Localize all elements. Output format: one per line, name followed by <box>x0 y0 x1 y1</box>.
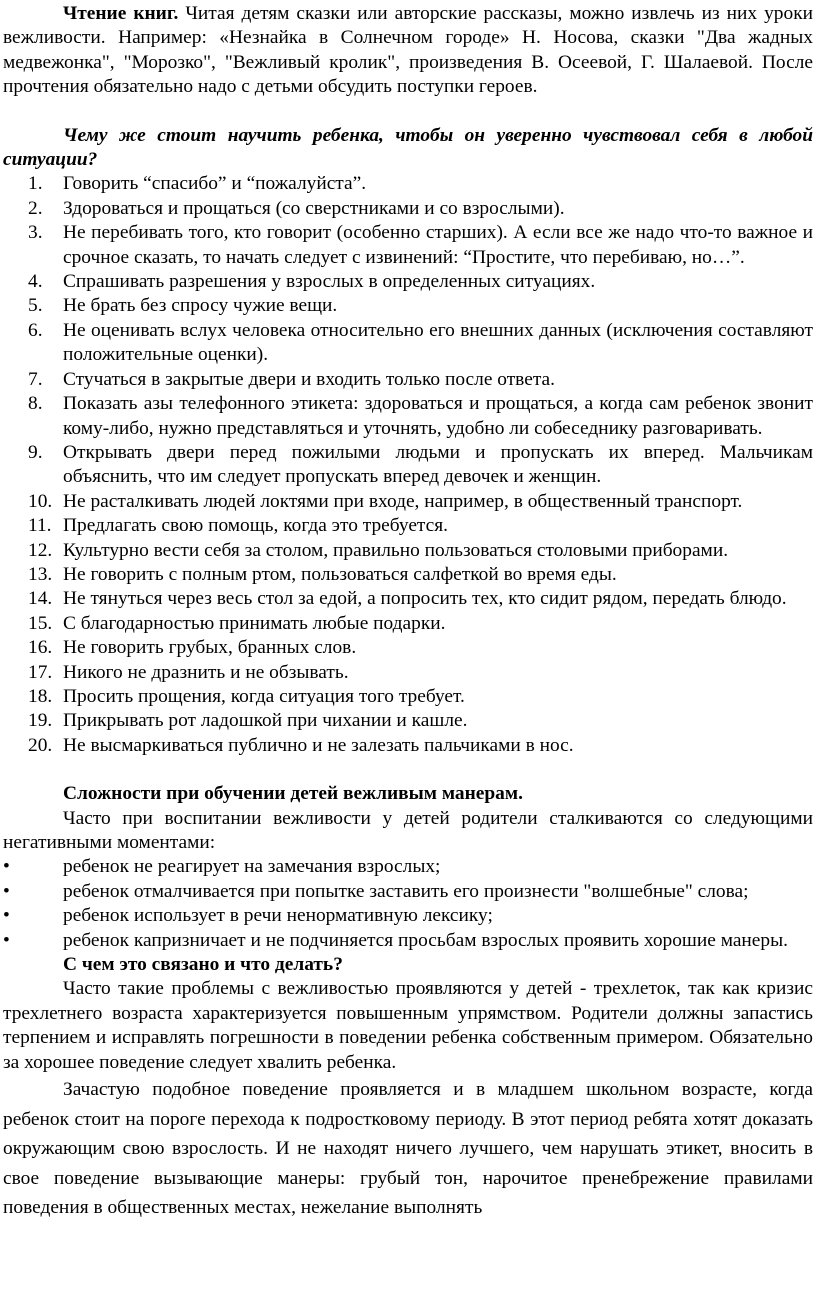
rule-text: Стучаться в закрытые двери и входить только после ответа. <box>63 368 555 390</box>
rule-item <box>3 319 813 368</box>
rule-number: 6. <box>28 319 43 341</box>
rule-text: Просить прощения, когда ситуация того требует. <box>63 685 465 707</box>
rule-text: Предлагать свою помощь, когда это требуется. <box>63 515 449 537</box>
rule-number: 1. <box>28 173 43 195</box>
rule-text: Показать азы телефонного этикета: здороваться и прощаться, а когда сам ребенок звонит кому-либо, нужно представляться и уточнять, удобно ли собеседнику разговаривать. <box>63 393 813 439</box>
rule-item <box>3 172 813 196</box>
bullet-icon: • <box>3 880 10 902</box>
rule-number: 14. <box>28 588 53 610</box>
spacer <box>3 100 813 124</box>
intro-text: Читая детям сказки или авторские рассказы, можно извлечь из них уроки вежливости. Например: «Незнайка в Солнечном городе» Н. Носова, сказки "Два жадных медвежонка", "Морозко", "Вежливый кролик", произведения В. Осеевой, Г. Шалаевой. После прочтения обязательно надо с детьми обсудить поступки героев. <box>3 3 814 98</box>
rule-item <box>3 661 813 685</box>
rule-text: Открывать двери перед пожилыми людьми и пропускать их вперед. Мальчикам объяснить, что им следует пропускать вперед девочек и женщин. <box>63 441 813 488</box>
rule-text: Говорить “спасибо” и “пожалуйста”. <box>63 173 367 195</box>
difficulty-text: ребенок отмалчивается при попытке заставить его произнести "волшебные" слова; <box>63 880 749 902</box>
rule-text: С благодарностью принимать любые подарки. <box>63 612 446 634</box>
rule-number: 17. <box>28 661 53 683</box>
rule-item <box>3 636 813 660</box>
rule-number: 18. <box>28 685 53 707</box>
bullet-icon: • <box>3 856 10 878</box>
difficulty-text: ребенок не реагирует на замечания взрослых; <box>63 856 441 878</box>
rule-item <box>3 392 813 441</box>
difficulty-item <box>3 929 813 953</box>
rule-text: Культурно вести себя за столом, правильно пользоваться столовыми приборами. <box>63 539 729 561</box>
rule-text: Не оценивать вслух человека относительно его внешних данных (исключения составляют положительные оценки). <box>63 319 813 366</box>
rule-number: 12. <box>28 539 53 561</box>
rule-number: 3. <box>28 222 43 244</box>
rule-text: Не говорить грубых, бранных слов. <box>63 637 357 659</box>
rule-text: Не тянуться через весь стол за едой, а попросить тех, кто сидит рядом, передать блюдо. <box>63 588 787 610</box>
rule-number: 15. <box>28 612 53 634</box>
rule-text: Прикрывать рот ладошкой при чихании и кашле. <box>63 710 468 732</box>
rule-item <box>3 368 813 392</box>
rule-text: Спрашивать разрешения у взрослых в определенных ситуациях. <box>63 271 596 293</box>
bullet-icon: • <box>3 929 10 951</box>
rule-item <box>3 270 813 294</box>
rule-item <box>3 514 813 538</box>
rule-text: Не высмаркиваться публично и не залезать пальчиками в нос. <box>63 734 574 756</box>
rule-number: 8. <box>28 393 43 415</box>
rule-text: Не говорить с полным ртом, пользоваться салфеткой во время еды. <box>63 563 617 585</box>
rule-item <box>3 563 813 587</box>
rule-text: Не перебивать того, кто говорит (особенно старших). А если все же надо что-то важное и срочное сказать, то начать следует с извинений: “Простите, что перебиваю, но…”. <box>63 222 813 268</box>
rule-text: Никого не дразнить и не обзывать. <box>63 661 349 683</box>
rule-number: 4. <box>28 271 43 293</box>
rule-text: Не брать без спросу чужие вещи. <box>63 295 338 317</box>
difficulty-text: ребенок капризничает и не подчиняется просьбам взрослых проявить хорошие манеры. <box>63 929 788 951</box>
rule-item <box>3 734 813 758</box>
rule-text: Не расталкивать людей локтями при входе, например, в общественный транспорт. <box>63 490 743 512</box>
difficulties-lead: Часто при воспитании вежливости у детей родители сталкиваются со следующими негативными моментами: <box>3 807 813 853</box>
rule-item <box>3 612 813 636</box>
rule-number: 11. <box>28 515 52 537</box>
rule-item <box>3 294 813 318</box>
difficulty-item <box>3 880 813 904</box>
rule-number: 19. <box>28 710 53 732</box>
rule-number: 16. <box>28 637 53 659</box>
document-body <box>3 2 813 1223</box>
difficulties-list <box>3 855 813 953</box>
rule-text: Здороваться и прощаться (со сверстниками и со взрослыми). <box>63 197 565 219</box>
rule-item <box>3 587 813 611</box>
spacer <box>3 758 813 782</box>
reasons-heading: С чем это связано и что делать? <box>63 954 343 976</box>
rules-heading: Чему же стоит научить ребенка, чтобы он уверенно чувствовал себя в любой ситуации? <box>3 124 813 171</box>
rules-list <box>3 172 813 758</box>
reasons-paragraph-2: Зачастую подобное поведение проявляется и в младшем школьном возрасте, когда ребенок стоит на пороге перехода к подростковому периоду. В этот период ребята хотят доказать окружающим свою взрослость. И не находят ничего лучшего, чем нарушать этикет, вносить в свое поведение вызывающие манеры: грубый тон, нарочитое пренебрежение правилами поведения в общественных местах, нежелание выполнять <box>3 1079 813 1219</box>
difficulty-text: ребенок использует в речи ненормативную лексику; <box>63 905 493 927</box>
rule-number: 2. <box>28 197 43 219</box>
rule-number: 7. <box>28 368 43 390</box>
rule-number: 5. <box>28 295 43 317</box>
rule-item <box>3 441 813 490</box>
rule-item <box>3 197 813 221</box>
rule-number: 9. <box>28 441 43 463</box>
bullet-icon: • <box>3 905 10 927</box>
rule-number: 13. <box>28 563 53 585</box>
difficulties-heading: Сложности при обучении детей вежливым манерам. <box>63 783 523 805</box>
intro-paragraph <box>3 2 813 100</box>
rule-number: 10. <box>28 490 53 512</box>
intro-title: Чтение книг. <box>63 3 179 24</box>
reasons-paragraph-1: Часто такие проблемы с вежливостью проявляются у детей - трехлеток, так как кризис трехлетнего возраста характеризуется повышенным упрямством. Родители должны запастись терпением и исправлять погрешности в поведении ребенка собственным примером. Обязательно за хорошее поведение следует хвалить ребенка. <box>3 978 813 1073</box>
difficulty-item <box>3 904 813 928</box>
rule-item <box>3 539 813 563</box>
rule-number: 20. <box>28 734 53 756</box>
rule-item <box>3 490 813 514</box>
difficulty-item <box>3 855 813 879</box>
rule-item <box>3 221 813 270</box>
rule-item <box>3 709 813 733</box>
rule-item <box>3 685 813 709</box>
